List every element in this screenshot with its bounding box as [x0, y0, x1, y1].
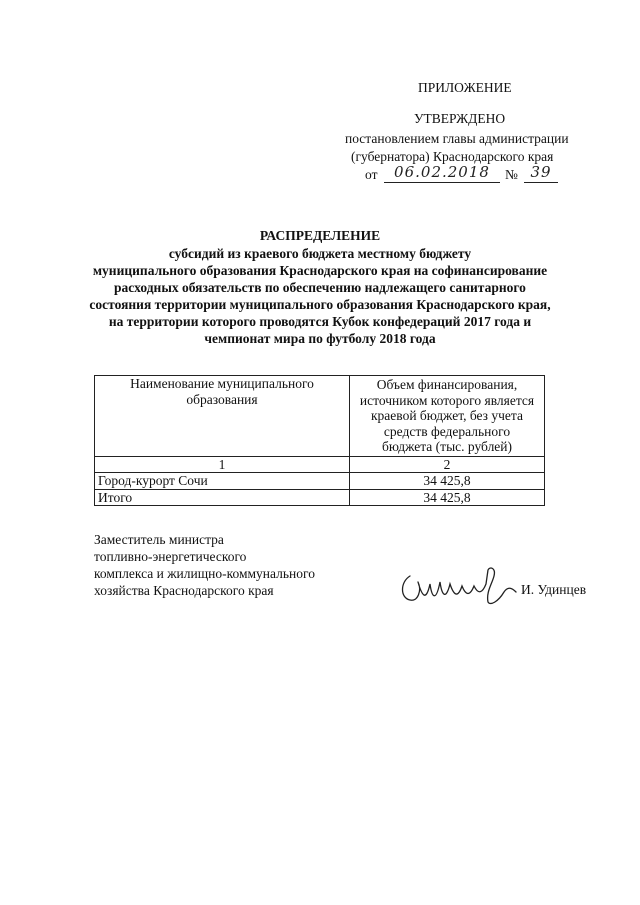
header-funding: Объем финансирования, источником которого является краевой бюджет, без учета средств федерального бюджета (тыс. рублей) [350, 376, 545, 457]
position-line-2: топливно-энергетического [94, 549, 247, 564]
position-line-1: Заместитель министра [94, 532, 224, 547]
title-line-6: чемпионат мира по футболу 2018 года [204, 331, 436, 346]
row-municipality-name: Город-курорт Сочи [95, 473, 350, 490]
title-line-2: муниципального образования Краснодарского края на софинансирование [92, 263, 548, 278]
appendix-label: ПРИЛОЖЕНИЕ [418, 80, 512, 95]
total-label: Итого [95, 489, 350, 506]
decree-line-1: постановлением главы администрации [345, 131, 569, 146]
document-title: РАСПРЕДЕЛЕНИЕ [259, 228, 381, 243]
signatory-position [94, 531, 315, 599]
date-handwritten: 06.02.2018 [394, 163, 490, 181]
column-number-2: 2 [350, 456, 545, 473]
signatory-name: И. Удинцев [521, 582, 587, 597]
header-municipality: Наименование муниципального образования [95, 376, 350, 457]
date-field [384, 163, 500, 183]
column-number-row [95, 456, 545, 473]
title-line-1: субсидий из краевого бюджета местному бюджету [168, 246, 472, 261]
total-amount: 34 425,8 [350, 489, 545, 506]
number-prefix: № [505, 167, 518, 182]
number-field [524, 163, 558, 183]
table-row [95, 473, 545, 490]
title-line-3: расходных обязательств по обеспечению надлежащего санитарного [114, 280, 526, 295]
table-header-row [95, 376, 545, 457]
position-line-3: комплекса и жилищно-коммунального [94, 566, 315, 581]
distribution-table [94, 375, 545, 506]
position-line-4: хозяйства Краснодарского края [94, 583, 274, 598]
handwritten-signature [396, 562, 536, 608]
title-line-4: состояния территории муниципального образования Краснодарского края, [89, 297, 551, 312]
decree-line-2: (губернатора) Краснодарского края [351, 149, 554, 164]
date-prefix: от [365, 167, 378, 182]
column-number-1: 1 [95, 456, 350, 473]
row-amount: 34 425,8 [350, 473, 545, 490]
title-line-5: на территории которого проводятся Кубок конфедераций 2017 года и [108, 314, 532, 329]
table-row-total [95, 489, 545, 506]
number-handwritten: 39 [530, 163, 552, 181]
approved-label: УТВЕРЖДЕНО [414, 111, 506, 126]
